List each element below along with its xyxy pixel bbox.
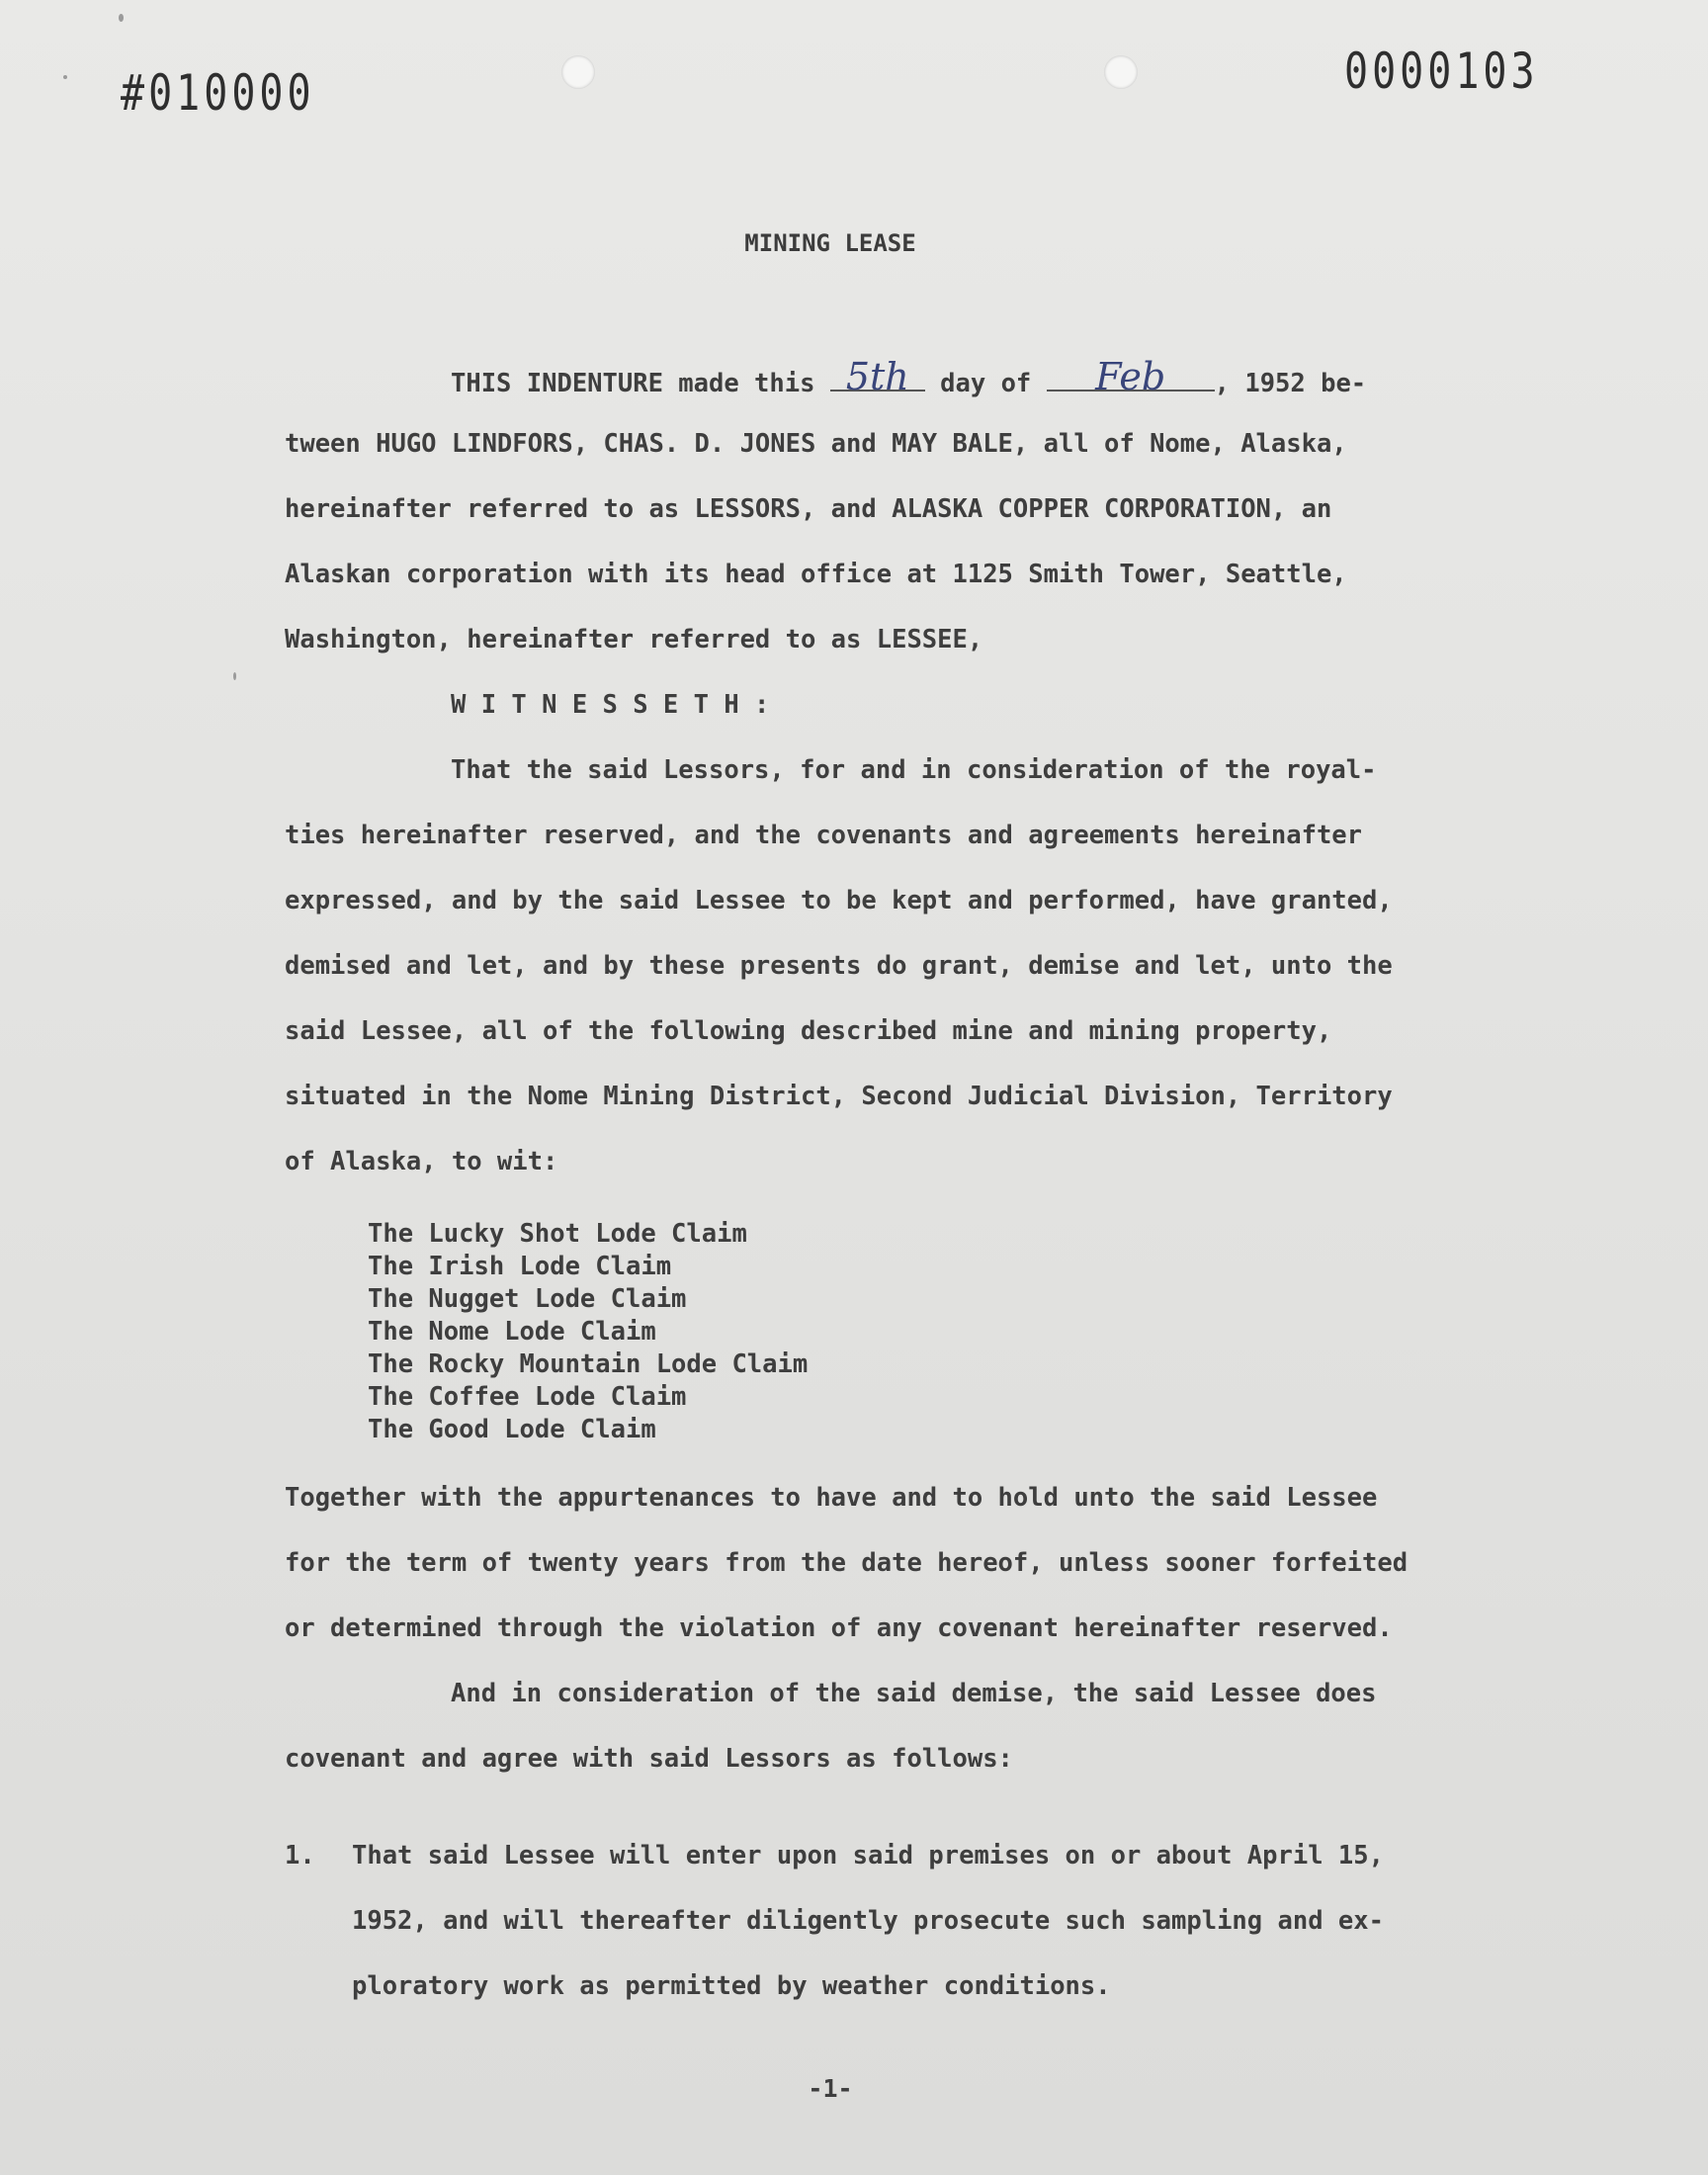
grant-line: situated in the Nome Mining District, Second Judicial Division, Territory	[285, 1082, 1393, 1111]
intro-line: tween HUGO LINDFORS, CHAS. D. JONES and MAY BALE, all of Nome, Alaska,	[285, 429, 1347, 459]
speck	[233, 672, 236, 680]
grant-line: expressed, and by the said Lessee to be kept and performed, have granted,	[285, 886, 1393, 915]
together-line: or determined through the violation of any covenant hereinafter reserved.	[285, 1613, 1393, 1643]
consideration-first-line: And in consideration of the said demise, the said Lessee does	[451, 1679, 1377, 1708]
intro-line: hereinafter referred to as LESSORS, and ALASKA COPPER CORPORATION, an	[285, 494, 1332, 524]
month-handwritten: Feb	[1095, 355, 1166, 398]
day-blank	[830, 355, 925, 398]
page-number: -1-	[808, 2074, 853, 2103]
right-stamp-number: 0000103	[1344, 44, 1539, 101]
together-line: Together with the appurtenances to have and to hold unto the said Lessee	[285, 1483, 1378, 1513]
intro-line: Alaskan corporation with its head office at 1125 Smith Tower, Seattle,	[285, 560, 1347, 589]
month-blank	[1047, 355, 1215, 398]
claim-item: The Nome Lode Claim	[368, 1317, 656, 1347]
claim-item: The Lucky Shot Lode Claim	[368, 1219, 747, 1249]
speck	[119, 14, 124, 22]
witnesseth-heading: W I T N E S S E T H :	[451, 690, 770, 720]
grant-line: of Alaska, to wit:	[285, 1147, 558, 1176]
claim-item: The Coffee Lode Claim	[368, 1382, 687, 1412]
covenant-line: That said Lessee will enter upon said premises on or about April 15,	[352, 1841, 1384, 1870]
covenant-number: 1.	[285, 1841, 315, 1870]
intro-line: Washington, hereinafter referred to as LESSEE,	[285, 625, 983, 654]
punch-hole-right	[1104, 55, 1138, 89]
intro-pre-day: THIS INDENTURE made this	[451, 369, 830, 398]
document-title: MINING LEASE	[744, 229, 916, 257]
grant-line: demised and let, and by these presents do grant, demise and let, unto the	[285, 951, 1393, 981]
day-handwritten: 5th	[845, 355, 909, 398]
speck	[63, 75, 67, 79]
together-line: for the term of twenty years from the date hereof, unless sooner forfeited	[285, 1548, 1409, 1578]
intro-day-of: day of	[924, 369, 1047, 398]
punch-hole-left	[561, 55, 595, 89]
grant-first-line: That the said Lessors, for and in consideration of the royal-	[451, 755, 1377, 785]
covenant-line: 1952, and will thereafter diligently prosecute such sampling and ex-	[352, 1906, 1384, 1936]
claims-list	[368, 1218, 808, 1446]
claim-item: The Nugget Lode Claim	[368, 1284, 687, 1314]
grant-line: ties hereinafter reserved, and the covenants and agreements hereinafter	[285, 821, 1363, 850]
intro-post-month: , 1952 be-	[1214, 369, 1367, 398]
left-stamp-number: #010000	[121, 65, 315, 123]
intro-first-line	[451, 355, 1367, 398]
claim-item: The Good Lode Claim	[368, 1415, 656, 1444]
grant-line: said Lessee, all of the following described mine and mining property,	[285, 1016, 1332, 1046]
claim-item: The Rocky Mountain Lode Claim	[368, 1349, 809, 1379]
covenant-line: ploratory work as permitted by weather conditions.	[352, 1971, 1111, 2001]
claim-item: The Irish Lode Claim	[368, 1252, 672, 1281]
consideration-second-line: covenant and agree with said Lessors as follows:	[285, 1744, 1013, 1774]
